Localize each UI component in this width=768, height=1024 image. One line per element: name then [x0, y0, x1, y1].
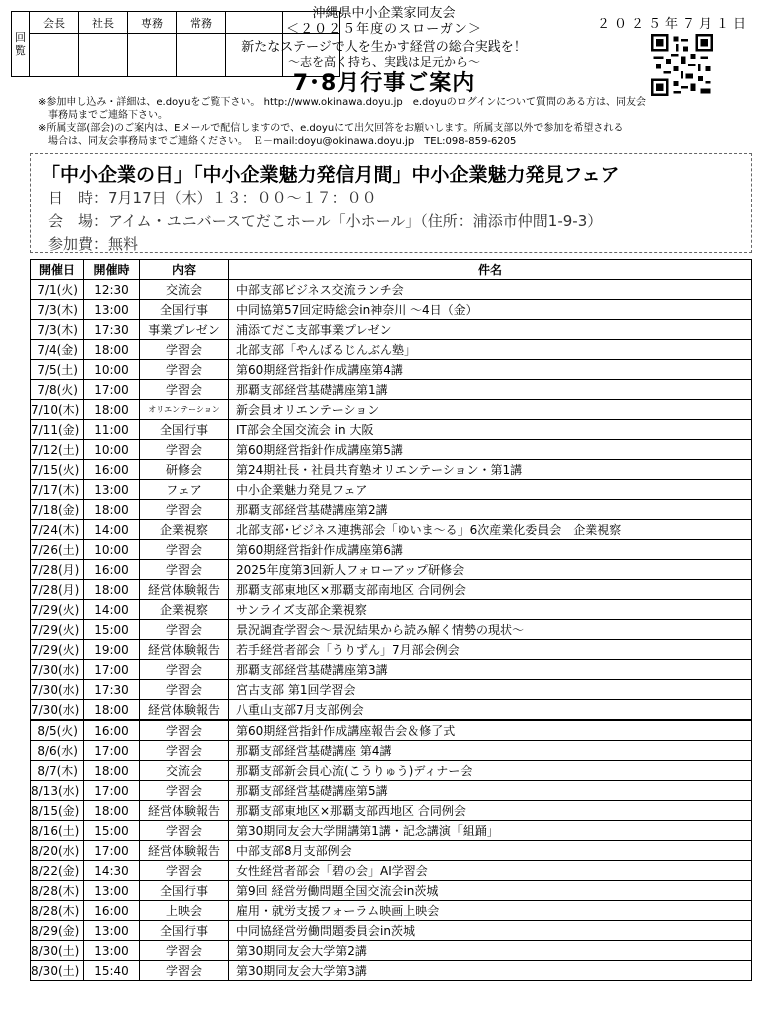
- table-row: [31, 520, 752, 540]
- cell-date: 7/10(木): [31, 400, 84, 420]
- cell-date: 7/3(木): [31, 300, 84, 320]
- cell-time: 18:00: [84, 340, 140, 360]
- cell-subject: 第24期社長・社員共育塾オリエンテーション・第1講: [229, 460, 752, 480]
- cell-time: 13:00: [84, 941, 140, 961]
- cell-date: 7/30(水): [31, 660, 84, 680]
- cell-type: 学習会: [140, 340, 229, 360]
- cell-time: 19:00: [84, 640, 140, 660]
- circulation-head-president: 社長: [79, 12, 128, 34]
- issue-date: ２０２５年７月１日: [596, 17, 750, 32]
- table-row: [31, 901, 752, 921]
- cell-time: 16:00: [84, 901, 140, 921]
- cell-date: 8/5(火): [31, 720, 84, 741]
- cell-type: 学習会: [140, 620, 229, 640]
- cell-date: 8/28(木): [31, 901, 84, 921]
- cell-subject: 新会員オリエンテーション: [229, 400, 752, 420]
- cell-date: 8/7(木): [31, 761, 84, 781]
- cell-time: 14:00: [84, 600, 140, 620]
- cell-time: 15:00: [84, 821, 140, 841]
- cell-date: 8/15(金): [31, 801, 84, 821]
- table-row: [31, 921, 752, 941]
- table-row: [31, 480, 752, 500]
- cell-type: 全国行事: [140, 300, 229, 320]
- table-row: [31, 300, 752, 320]
- cell-subject: 浦添てだこ支部事業プレゼン: [229, 320, 752, 340]
- circulation-head-managing-director: 常務: [177, 12, 226, 34]
- featured-event-box: [30, 153, 752, 253]
- column-header-subject: 件名: [229, 260, 752, 280]
- cell-subject: 若手経営者部会「うりずん」7月部会例会: [229, 640, 752, 660]
- cell-type: 全国行事: [140, 881, 229, 901]
- cell-time: 14:00: [84, 520, 140, 540]
- cell-subject: 北部支部「やんばるじんぶん塾」: [229, 340, 752, 360]
- cell-subject: 宮古支部 第1回学習会: [229, 680, 752, 700]
- cell-subject: 2025年度第3回新人フォローアップ研修会: [229, 560, 752, 580]
- cell-type: 企業視察: [140, 600, 229, 620]
- table-row: [31, 460, 752, 480]
- cell-date: 7/11(金): [31, 420, 84, 440]
- cell-date: 7/4(金): [31, 340, 84, 360]
- cell-time: 18:00: [84, 801, 140, 821]
- cell-date: 7/1(火): [31, 280, 84, 300]
- cell-time: 18:00: [84, 400, 140, 420]
- cell-type: 全国行事: [140, 921, 229, 941]
- cell-date: 7/28(月): [31, 580, 84, 600]
- table-row: [31, 400, 752, 420]
- cell-date: 8/16(土): [31, 821, 84, 841]
- cell-date: 8/6(水): [31, 741, 84, 761]
- cell-date: 7/12(土): [31, 440, 84, 460]
- circulation-head-chairman: 会長: [30, 12, 79, 34]
- cell-subject: IT部会全国交流会 in 大阪: [229, 420, 752, 440]
- cell-time: 18:00: [84, 580, 140, 600]
- cell-type: 学習会: [140, 380, 229, 400]
- cell-time: 17:00: [84, 781, 140, 801]
- cell-type: 学習会: [140, 741, 229, 761]
- cell-type: 経営体験報告: [140, 801, 229, 821]
- cell-time: 10:00: [84, 440, 140, 460]
- cell-subject: 第30期同友会大学開講第1講・記念講演「組踊」: [229, 821, 752, 841]
- cell-subject: 女性経営者部会「碧の会」AI学習会: [229, 861, 752, 881]
- cell-type: 学習会: [140, 360, 229, 380]
- table-row: [31, 440, 752, 460]
- cell-type: 学習会: [140, 961, 229, 981]
- cell-time: 13:00: [84, 921, 140, 941]
- cell-time: 18:00: [84, 761, 140, 781]
- cell-time: 18:00: [84, 700, 140, 721]
- cell-time: 10:00: [84, 360, 140, 380]
- cell-time: 17:00: [84, 741, 140, 761]
- table-row: [31, 700, 752, 721]
- cell-subject: 第9回 経営労働問題全国交流会in茨城: [229, 881, 752, 901]
- cell-date: 7/3(木): [31, 320, 84, 340]
- cell-subject: 中小企業魅力発見フェア: [229, 480, 752, 500]
- cell-subject: 那覇支部経営基礎講座第3講: [229, 660, 752, 680]
- cell-date: 8/28(木): [31, 881, 84, 901]
- cell-date: 8/30(土): [31, 941, 84, 961]
- cell-type: 学習会: [140, 941, 229, 961]
- circulation-head-senior-director: 専務: [128, 12, 177, 34]
- table-row: [31, 420, 752, 440]
- cell-type: 研修会: [140, 460, 229, 480]
- table-row: [31, 821, 752, 841]
- cell-date: 7/28(月): [31, 560, 84, 580]
- cell-type: 経営体験報告: [140, 640, 229, 660]
- cell-date: 7/30(水): [31, 700, 84, 721]
- cell-subject: 那覇支部東地区×那覇支部南地区 合同例会: [229, 580, 752, 600]
- column-header-type: 内容: [140, 260, 229, 280]
- cell-time: 17:30: [84, 680, 140, 700]
- cell-type: 学習会: [140, 781, 229, 801]
- table-row: [31, 640, 752, 660]
- cell-type: 学習会: [140, 720, 229, 741]
- cell-date: 7/8(火): [31, 380, 84, 400]
- table-row: [31, 660, 752, 680]
- cell-subject: 中部支部ビジネス交流ランチ会: [229, 280, 752, 300]
- cell-date: 7/24(木): [31, 520, 84, 540]
- cell-date: 7/5(土): [31, 360, 84, 380]
- table-row: [31, 600, 752, 620]
- cell-time: 13:00: [84, 300, 140, 320]
- slogan-line-1: 新たなステージで人を生かす経営の総合実践を！: [241, 40, 527, 55]
- cell-type: オリエンテーション: [140, 400, 229, 420]
- table-row: [31, 961, 752, 981]
- table-row: [31, 881, 752, 901]
- table-row: [31, 720, 752, 741]
- cell-type: 学習会: [140, 500, 229, 520]
- cell-subject: 第60期経営指針作成講座報告会＆修了式: [229, 720, 752, 741]
- table-row: [31, 280, 752, 300]
- cell-subject: 第60期経営指針作成講座第5講: [229, 440, 752, 460]
- cell-date: 7/15(火): [31, 460, 84, 480]
- table-row: [31, 941, 752, 961]
- cell-time: 10:00: [84, 540, 140, 560]
- table-row: [31, 781, 752, 801]
- cell-subject: 那覇支部新会員心流(こうりゅう)ディナー会: [229, 761, 752, 781]
- cell-type: 学習会: [140, 560, 229, 580]
- cell-date: 8/13(水): [31, 781, 84, 801]
- cell-time: 17:00: [84, 660, 140, 680]
- featured-event-venue: 会 場：アイム・ユニバースてだこホール「小ホール」（住所：浦添市仲間1-9-3）: [48, 212, 603, 230]
- column-header-time: 開催時: [84, 260, 140, 280]
- featured-event-title: 「中小企業の日」「中小企業魅力発信月間」中小企業魅力発見フェア: [41, 164, 620, 186]
- note-line: ※所属支部(部会)のご案内は、Eメールで配信しますので、e.doyuにて出欠回答をお願いします。所属支部以外で参加を希望される: [38, 123, 624, 134]
- note-line: 場合は、同友会事務局までご連絡ください。 Ｅ－mail:doyu@okinawa.doyu.jp TEL:098-859-6205: [48, 136, 517, 147]
- cell-time: 17:30: [84, 320, 140, 340]
- cell-date: 7/29(火): [31, 640, 84, 660]
- cell-subject: 那覇支部経営基礎講座第1講: [229, 380, 752, 400]
- table-row: [31, 540, 752, 560]
- cell-date: 8/29(金): [31, 921, 84, 941]
- table-row: [31, 861, 752, 881]
- cell-type: 学習会: [140, 861, 229, 881]
- table-row: [31, 841, 752, 861]
- cell-date: 8/30(土): [31, 961, 84, 981]
- cell-subject: 第30期同友会大学第3講: [229, 961, 752, 981]
- table-row: [31, 320, 752, 340]
- cell-type: 企業視察: [140, 520, 229, 540]
- table-row: [31, 741, 752, 761]
- cell-type: フェア: [140, 480, 229, 500]
- organization-name: 沖縄県中小企業家同友会: [312, 6, 456, 21]
- cell-type: 学習会: [140, 821, 229, 841]
- cell-time: 18:00: [84, 500, 140, 520]
- cell-time: 15:00: [84, 620, 140, 640]
- cell-time: 11:00: [84, 420, 140, 440]
- table-row: [31, 680, 752, 700]
- cell-time: 17:00: [84, 841, 140, 861]
- cell-date: 7/29(火): [31, 600, 84, 620]
- cell-subject: 那覇支部経営基礎講座第5講: [229, 781, 752, 801]
- cell-subject: 中同協経営労働問題委員会in茨城: [229, 921, 752, 941]
- cell-subject: 那覇支部経営基礎講座 第4講: [229, 741, 752, 761]
- notes-block: [38, 96, 758, 148]
- cell-type: 事業プレゼン: [140, 320, 229, 340]
- cell-type: 学習会: [140, 680, 229, 700]
- cell-subject: 北部支部･ビジネス連携部会「ゆいま～る」6次産業化委員会 企業視察: [229, 520, 752, 540]
- circulation-label: 回覧: [12, 12, 30, 77]
- cell-type: 交流会: [140, 280, 229, 300]
- cell-date: 7/29(火): [31, 620, 84, 640]
- cell-type: 学習会: [140, 660, 229, 680]
- cell-date: 7/17(木): [31, 480, 84, 500]
- cell-time: 12:30: [84, 280, 140, 300]
- cell-date: 8/22(金): [31, 861, 84, 881]
- cell-date: 8/20(水): [31, 841, 84, 861]
- table-row: [31, 761, 752, 781]
- table-header-row: [31, 260, 752, 280]
- cell-subject: 中同協第57回定時総会in神奈川 ～4日（金）: [229, 300, 752, 320]
- table-row: [31, 340, 752, 360]
- cell-date: 7/18(金): [31, 500, 84, 520]
- cell-type: 経営体験報告: [140, 700, 229, 721]
- table-row: [31, 560, 752, 580]
- slogan-line-2: ～志を高く持ち、実践は足元から～: [287, 55, 480, 69]
- cell-type: 学習会: [140, 540, 229, 560]
- cell-time: 17:00: [84, 380, 140, 400]
- cell-type: 交流会: [140, 761, 229, 781]
- table-row: [31, 380, 752, 400]
- table-row: [31, 620, 752, 640]
- cell-time: 14:30: [84, 861, 140, 881]
- featured-event-datetime: 日 時：7月17日（木）１３：００～１７：００: [48, 189, 377, 207]
- featured-event-fee: 参加費：無料: [48, 235, 139, 253]
- cell-subject: 第30期同友会大学第2講: [229, 941, 752, 961]
- table-row: [31, 580, 752, 600]
- cell-type: 経営体験報告: [140, 580, 229, 600]
- cell-time: 16:00: [84, 560, 140, 580]
- table-row: [31, 500, 752, 520]
- cell-time: 13:00: [84, 480, 140, 500]
- cell-type: 学習会: [140, 440, 229, 460]
- cell-subject: 景況調査学習会～景況結果から読み解く情勢の現状～: [229, 620, 752, 640]
- cell-subject: 第60期経営指針作成講座第6講: [229, 540, 752, 560]
- note-line: ※参加申し込み・詳細は、e.doyuをご覧下さい。 http://www.okinawa.doyu.jp e.doyuのログインについて質問のある方は、同友会: [38, 97, 647, 108]
- cell-time: 16:00: [84, 460, 140, 480]
- cell-subject: 那覇支部東地区×那覇支部西地区 合同例会: [229, 801, 752, 821]
- cell-time: 13:00: [84, 881, 140, 901]
- cell-date: 7/30(水): [31, 680, 84, 700]
- cell-subject: サンライズ支部企業視察: [229, 600, 752, 620]
- cell-type: 経営体験報告: [140, 841, 229, 861]
- cell-subject: 八重山支部7月支部例会: [229, 700, 752, 721]
- table-row: [31, 801, 752, 821]
- event-schedule-table: [30, 259, 752, 981]
- page-title: 7･8月行事ご案内: [292, 71, 476, 96]
- cell-time: 15:40: [84, 961, 140, 981]
- cell-type: 上映会: [140, 901, 229, 921]
- cell-subject: 雇用・就労支援フォーラム映画上映会: [229, 901, 752, 921]
- cell-time: 16:00: [84, 720, 140, 741]
- note-line: 事務局までご連絡下さい。: [48, 110, 168, 121]
- cell-subject: 那覇支部経営基礎講座第2講: [229, 500, 752, 520]
- cell-date: 7/26(土): [31, 540, 84, 560]
- slogan-title: ＜２０２５年度のスローガン＞: [286, 22, 482, 37]
- cell-type: 全国行事: [140, 420, 229, 440]
- column-header-date: 開催日: [31, 260, 84, 280]
- cell-subject: 第60期経営指針作成講座第4講: [229, 360, 752, 380]
- table-row: [31, 360, 752, 380]
- cell-subject: 中部支部8月支部例会: [229, 841, 752, 861]
